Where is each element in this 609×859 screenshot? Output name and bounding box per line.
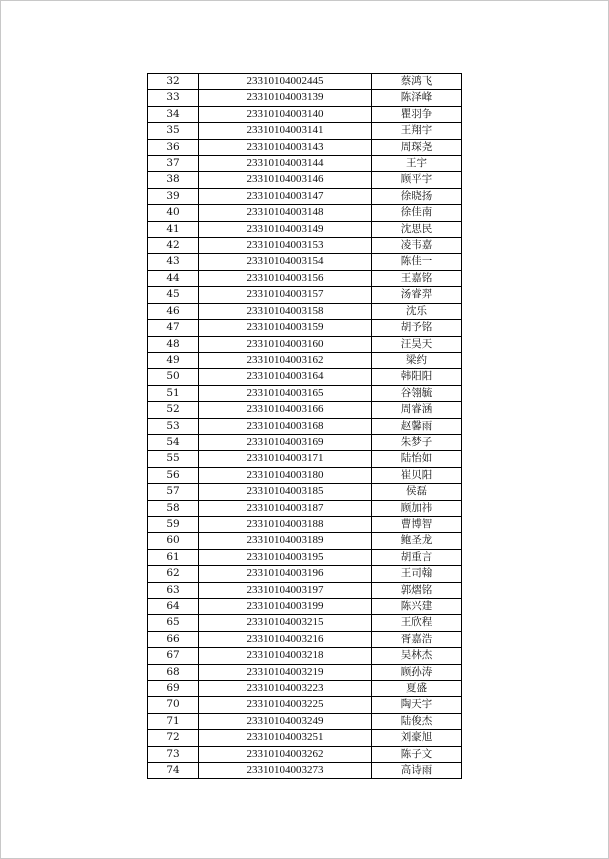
student-id-cell: 23310104003139 — [199, 90, 372, 106]
table-row — [148, 352, 462, 368]
row-number-cell: 33 — [148, 90, 199, 106]
table-row — [148, 320, 462, 336]
row-number-cell: 38 — [148, 172, 199, 188]
student-name-cell: 王司翰 — [372, 566, 462, 582]
row-number-cell: 48 — [148, 336, 199, 352]
table-row — [148, 631, 462, 647]
table-row — [148, 664, 462, 680]
row-number-cell: 72 — [148, 730, 199, 746]
table-row — [148, 156, 462, 172]
row-number-cell: 50 — [148, 369, 199, 385]
table-row — [148, 599, 462, 615]
student-id-cell: 23310104003158 — [199, 303, 372, 319]
student-name-cell: 王嘉铭 — [372, 270, 462, 286]
row-number-cell: 46 — [148, 303, 199, 319]
row-number-cell: 59 — [148, 516, 199, 532]
student-name-cell: 王欣程 — [372, 615, 462, 631]
student-name-cell: 顾加祎 — [372, 500, 462, 516]
student-name-cell: 沈乐 — [372, 303, 462, 319]
row-number-cell: 41 — [148, 221, 199, 237]
table-row — [148, 484, 462, 500]
row-number-cell: 53 — [148, 418, 199, 434]
student-id-cell: 23310104003223 — [199, 681, 372, 697]
student-name-cell: 瞿羽争 — [372, 106, 462, 122]
student-id-cell: 23310104003164 — [199, 369, 372, 385]
student-name-cell: 王宇 — [372, 156, 462, 172]
student-id-cell: 23310104003157 — [199, 287, 372, 303]
row-number-cell: 36 — [148, 139, 199, 155]
row-number-cell: 73 — [148, 746, 199, 762]
student-name-cell: 韩阳阳 — [372, 369, 462, 385]
student-id-cell: 23310104003146 — [199, 172, 372, 188]
student-id-cell: 23310104003188 — [199, 516, 372, 532]
student-id-cell: 23310104003148 — [199, 205, 372, 221]
table-row — [148, 516, 462, 532]
row-number-cell: 32 — [148, 74, 199, 90]
table-row — [148, 270, 462, 286]
row-number-cell: 52 — [148, 402, 199, 418]
student-id-cell: 23310104003197 — [199, 582, 372, 598]
row-number-cell: 70 — [148, 697, 199, 713]
table-row — [148, 648, 462, 664]
table-row — [148, 385, 462, 401]
table-row — [148, 254, 462, 270]
student-name-cell: 谷翎毓 — [372, 385, 462, 401]
student-name-cell: 顾孙涛 — [372, 664, 462, 680]
student-name-cell: 郭熠铭 — [372, 582, 462, 598]
row-number-cell: 40 — [148, 205, 199, 221]
table-row — [148, 205, 462, 221]
student-name-cell: 鲍圣龙 — [372, 533, 462, 549]
student-name-cell: 陈泽峰 — [372, 90, 462, 106]
student-name-cell: 陈佳一 — [372, 254, 462, 270]
table-row — [148, 188, 462, 204]
row-number-cell: 54 — [148, 434, 199, 450]
student-name-cell: 陆俊杰 — [372, 713, 462, 729]
student-id-cell: 23310104003225 — [199, 697, 372, 713]
student-id-cell: 23310104003219 — [199, 664, 372, 680]
student-id-cell: 23310104003249 — [199, 713, 372, 729]
row-number-cell: 55 — [148, 451, 199, 467]
student-name-cell: 侯磊 — [372, 484, 462, 500]
row-number-cell: 47 — [148, 320, 199, 336]
row-number-cell: 42 — [148, 238, 199, 254]
student-id-cell: 23310104003189 — [199, 533, 372, 549]
student-name-cell: 陈子文 — [372, 746, 462, 762]
row-number-cell: 64 — [148, 599, 199, 615]
student-name-cell: 朱梦子 — [372, 434, 462, 450]
student-id-cell: 23310104003143 — [199, 139, 372, 155]
row-number-cell: 43 — [148, 254, 199, 270]
table-row — [148, 106, 462, 122]
row-number-cell: 35 — [148, 123, 199, 139]
table-row — [148, 336, 462, 352]
student-name-cell: 王翔宇 — [372, 123, 462, 139]
table-row — [148, 434, 462, 450]
row-number-cell: 61 — [148, 549, 199, 565]
student-id-cell: 23310104003140 — [199, 106, 372, 122]
row-number-cell: 66 — [148, 631, 199, 647]
roster-table-body — [148, 74, 462, 779]
row-number-cell: 45 — [148, 287, 199, 303]
row-number-cell: 62 — [148, 566, 199, 582]
student-id-cell: 23310104003180 — [199, 467, 372, 483]
student-name-cell: 陆怡如 — [372, 451, 462, 467]
row-number-cell: 44 — [148, 270, 199, 286]
student-id-cell: 23310104003216 — [199, 631, 372, 647]
student-id-cell: 23310104003166 — [199, 402, 372, 418]
table-row — [148, 746, 462, 762]
table-row — [148, 730, 462, 746]
student-id-cell: 23310104003144 — [199, 156, 372, 172]
row-number-cell: 37 — [148, 156, 199, 172]
table-row — [148, 287, 462, 303]
student-id-cell: 23310104003185 — [199, 484, 372, 500]
student-name-cell: 蔡鸿飞 — [372, 74, 462, 90]
student-id-cell: 23310104003251 — [199, 730, 372, 746]
student-name-cell: 汪昊天 — [372, 336, 462, 352]
student-id-cell: 23310104003187 — [199, 500, 372, 516]
row-number-cell: 65 — [148, 615, 199, 631]
student-id-cell: 23310104003162 — [199, 352, 372, 368]
student-id-cell: 23310104003153 — [199, 238, 372, 254]
row-number-cell: 57 — [148, 484, 199, 500]
student-name-cell: 汤睿羿 — [372, 287, 462, 303]
table-row — [148, 615, 462, 631]
row-number-cell: 69 — [148, 681, 199, 697]
table-row — [148, 713, 462, 729]
table-row — [148, 172, 462, 188]
student-id-cell: 23310104003149 — [199, 221, 372, 237]
row-number-cell: 34 — [148, 106, 199, 122]
student-id-cell: 23310104003171 — [199, 451, 372, 467]
row-number-cell: 71 — [148, 713, 199, 729]
row-number-cell: 68 — [148, 664, 199, 680]
table-row — [148, 549, 462, 565]
student-id-cell: 23310104003195 — [199, 549, 372, 565]
student-id-cell: 23310104003160 — [199, 336, 372, 352]
table-row — [148, 533, 462, 549]
student-name-cell: 曹博智 — [372, 516, 462, 532]
student-id-cell: 23310104003159 — [199, 320, 372, 336]
student-name-cell: 顾平宇 — [372, 172, 462, 188]
row-number-cell: 49 — [148, 352, 199, 368]
row-number-cell: 51 — [148, 385, 199, 401]
student-name-cell: 梁约 — [372, 352, 462, 368]
table-row — [148, 238, 462, 254]
student-id-cell: 23310104003196 — [199, 566, 372, 582]
student-name-cell: 周琛尧 — [372, 139, 462, 155]
student-name-cell: 吴林杰 — [372, 648, 462, 664]
table-row — [148, 418, 462, 434]
student-name-cell: 陶天宇 — [372, 697, 462, 713]
student-name-cell: 凌韦嘉 — [372, 238, 462, 254]
student-id-cell: 23310104003169 — [199, 434, 372, 450]
student-id-cell: 23310104002445 — [199, 74, 372, 90]
table-row — [148, 139, 462, 155]
table-row — [148, 74, 462, 90]
table-row — [148, 90, 462, 106]
student-id-cell: 23310104003215 — [199, 615, 372, 631]
student-name-cell: 徐佳南 — [372, 205, 462, 221]
row-number-cell: 58 — [148, 500, 199, 516]
table-row — [148, 681, 462, 697]
student-name-cell: 沈思民 — [372, 221, 462, 237]
row-number-cell: 60 — [148, 533, 199, 549]
table-row — [148, 123, 462, 139]
student-name-cell: 赵馨雨 — [372, 418, 462, 434]
student-name-cell: 高诗雨 — [372, 763, 462, 779]
student-name-cell: 胥嘉浩 — [372, 631, 462, 647]
student-name-cell: 崔贝阳 — [372, 467, 462, 483]
row-number-cell: 63 — [148, 582, 199, 598]
table-row — [148, 402, 462, 418]
table-row — [148, 582, 462, 598]
student-name-cell: 徐晓扬 — [372, 188, 462, 204]
student-name-cell: 胡重言 — [372, 549, 462, 565]
student-id-cell: 23310104003273 — [199, 763, 372, 779]
student-id-cell: 23310104003154 — [199, 254, 372, 270]
student-id-cell: 23310104003165 — [199, 385, 372, 401]
table-row — [148, 303, 462, 319]
table-row — [148, 451, 462, 467]
row-number-cell: 56 — [148, 467, 199, 483]
table-row — [148, 467, 462, 483]
student-name-cell: 刘豪旭 — [372, 730, 462, 746]
table-row — [148, 697, 462, 713]
table-row — [148, 566, 462, 582]
table-row — [148, 369, 462, 385]
table-row — [148, 763, 462, 779]
student-name-cell: 陈兴建 — [372, 599, 462, 615]
roster-table — [147, 73, 462, 779]
student-id-cell: 23310104003156 — [199, 270, 372, 286]
row-number-cell: 39 — [148, 188, 199, 204]
student-name-cell: 夏盛 — [372, 681, 462, 697]
roster-table-wrapper — [147, 73, 462, 779]
student-name-cell: 周睿涵 — [372, 402, 462, 418]
table-row — [148, 500, 462, 516]
table-row — [148, 221, 462, 237]
student-name-cell: 胡予铭 — [372, 320, 462, 336]
row-number-cell: 74 — [148, 763, 199, 779]
student-id-cell: 23310104003168 — [199, 418, 372, 434]
student-id-cell: 23310104003147 — [199, 188, 372, 204]
student-id-cell: 23310104003262 — [199, 746, 372, 762]
student-id-cell: 23310104003218 — [199, 648, 372, 664]
student-id-cell: 23310104003199 — [199, 599, 372, 615]
row-number-cell: 67 — [148, 648, 199, 664]
student-id-cell: 23310104003141 — [199, 123, 372, 139]
